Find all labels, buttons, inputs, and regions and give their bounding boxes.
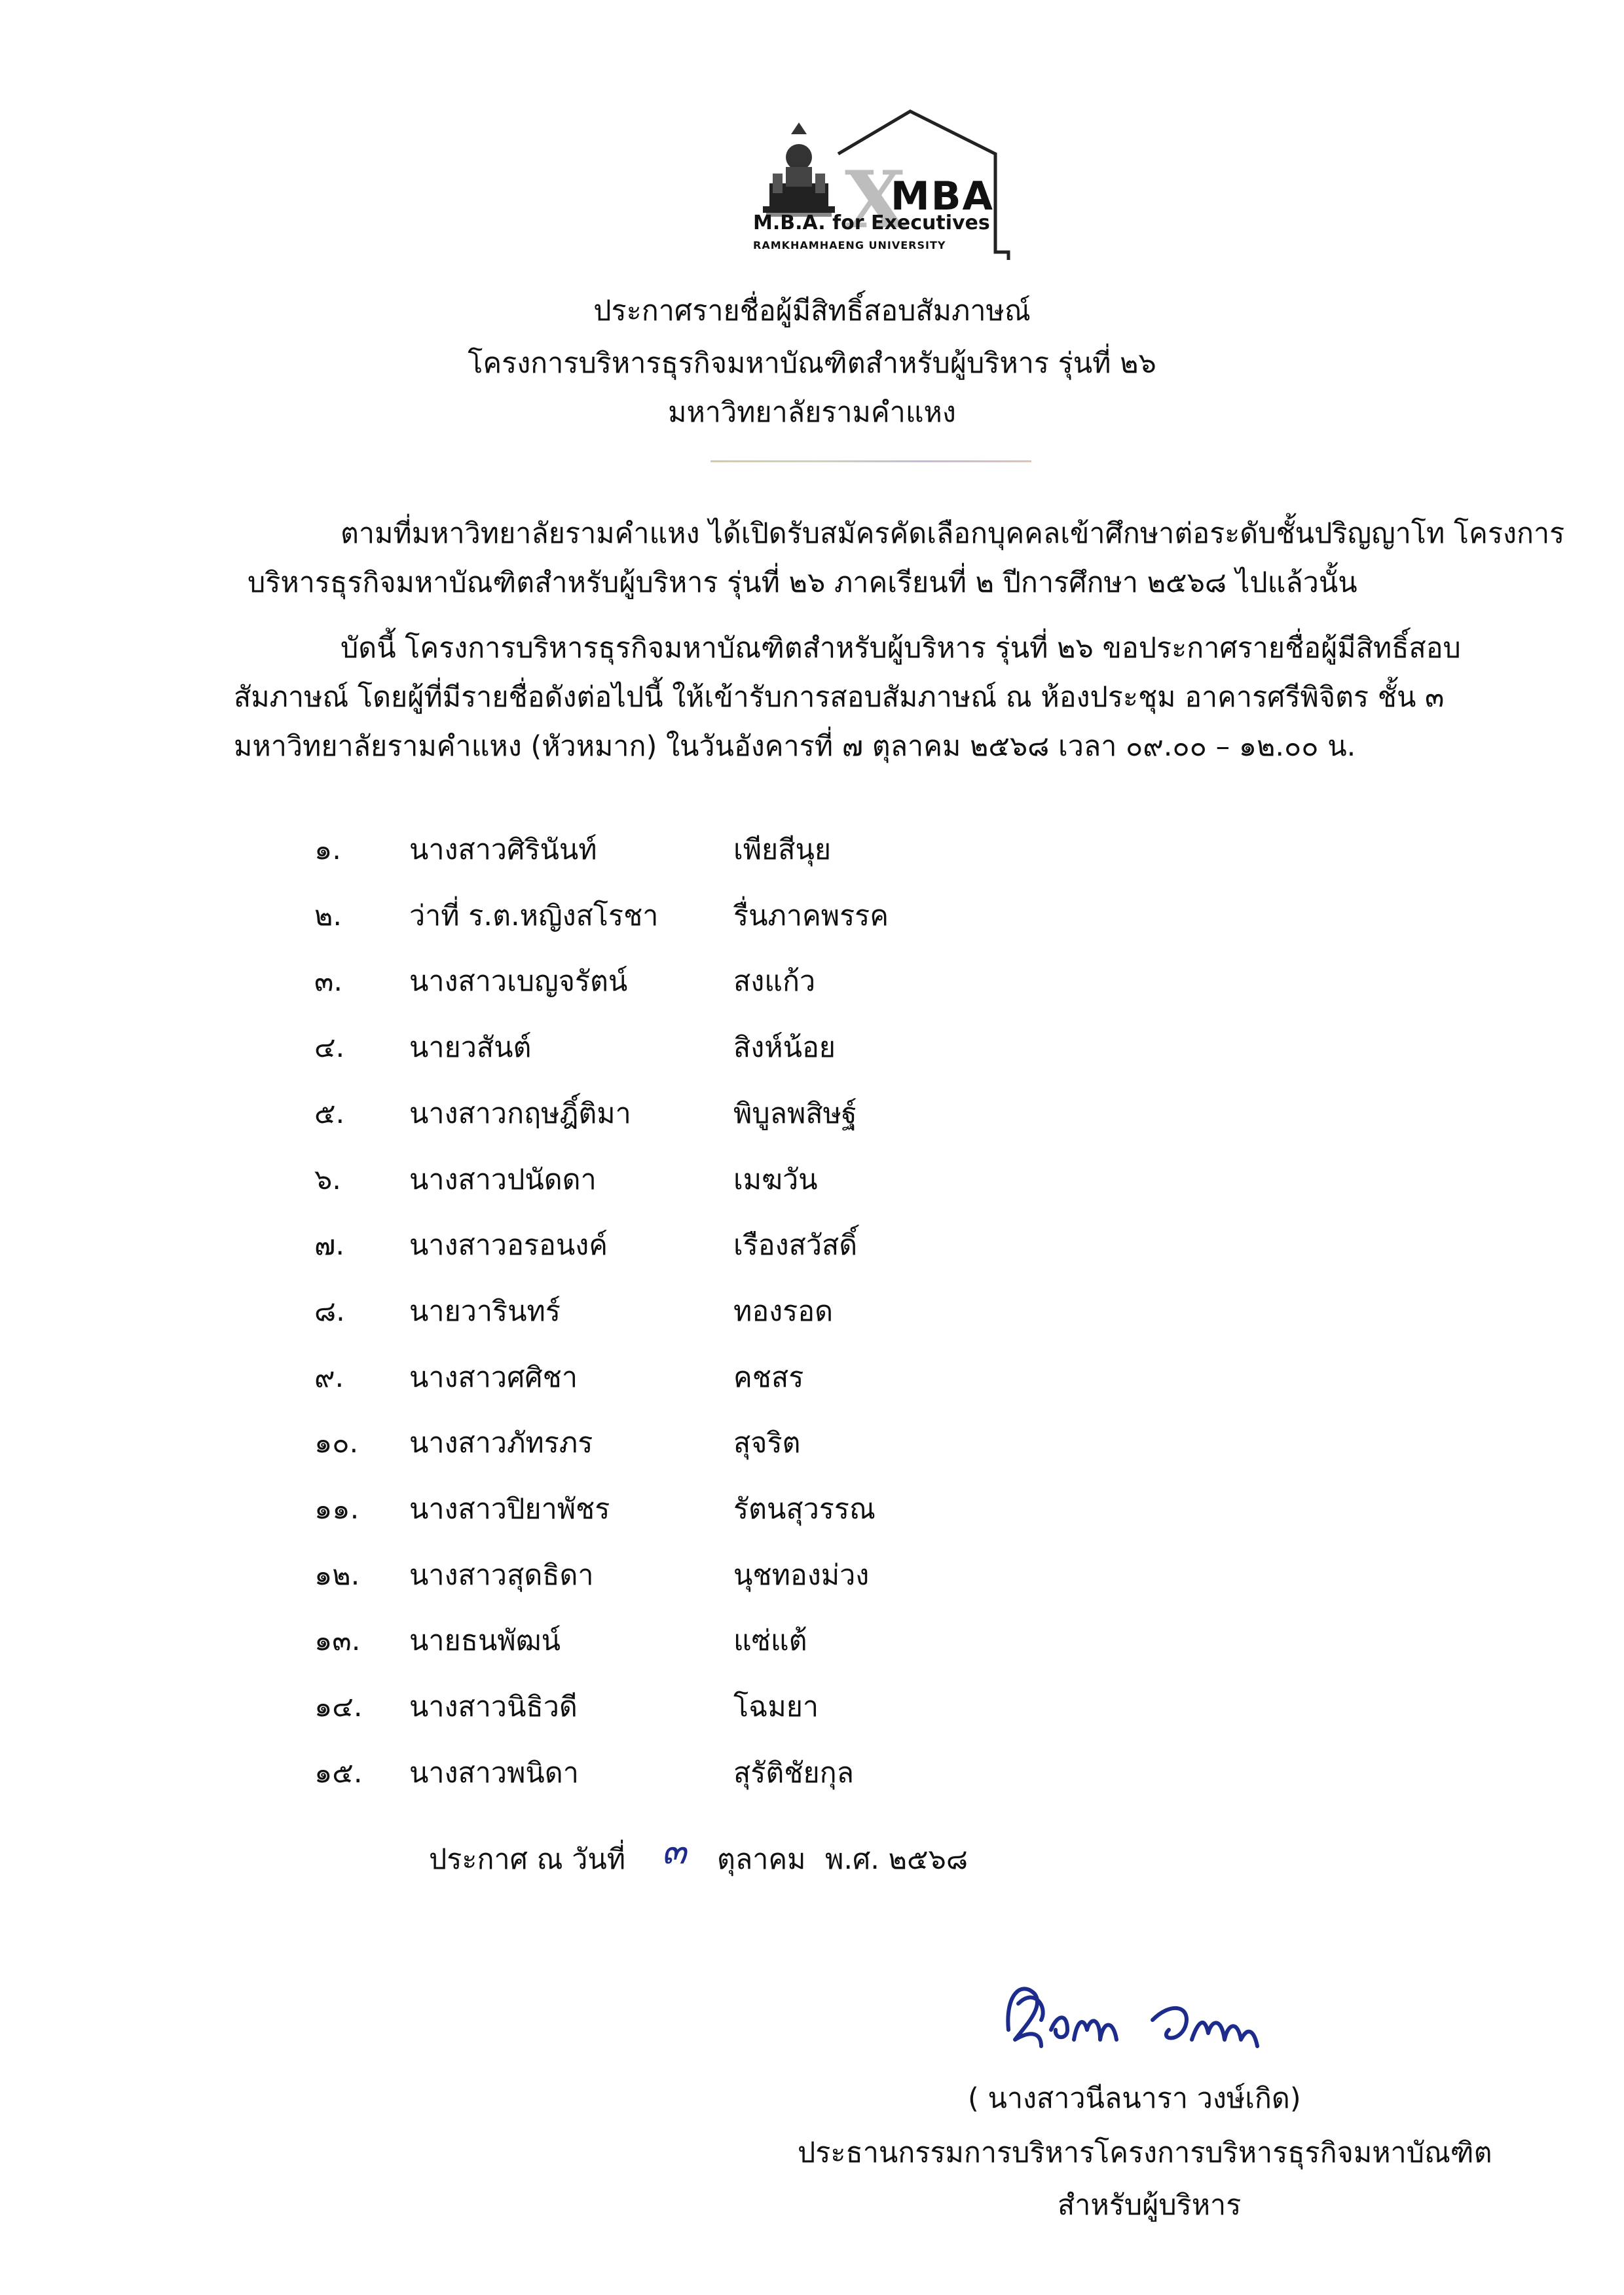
candidate-last-name: นุชทองม่วง	[733, 1558, 870, 1592]
heading-line-1: ประกาศรายชื่อผู้มีสิทธิ์สอบสัมภาษณ์	[593, 295, 1031, 327]
candidate-first-name: นางสาวภัทรภร	[409, 1427, 593, 1460]
candidate-last-name: เมฆวัน	[733, 1163, 818, 1196]
logo-mba-text: MBA	[891, 174, 994, 219]
announcement-year: พ.ศ. ๒๕๖๘	[825, 1843, 969, 1876]
list-item	[0, 1684, 1624, 1730]
candidate-number: ๓.	[314, 965, 343, 999]
candidate-number: ๖.	[314, 1163, 341, 1196]
paragraph-2-line-1: บัดนี้ โครงการบริหารธุรกิจมหาบัณฑิตสำหรับผู้บริหาร รุ่นที่ ๒๖ ขอประกาศรายชื่อผู้มีสิทธิ์สอบ	[341, 632, 1461, 665]
candidate-first-name: นางสาวพนิดา	[409, 1756, 579, 1790]
candidate-number: ๗.	[314, 1229, 345, 1262]
signatory-title-line-1: ประธานกรรมการบริหารโครงการบริหารธุรกิจมหาบัณฑิต	[798, 2137, 1492, 2169]
candidate-number: ๕.	[314, 1097, 345, 1130]
paragraph-1-line-2: บริหารธุรกิจมหาบัณฑิตสำหรับผู้บริหาร รุ่นที่ ๒๖ ภาคเรียนที่ ๒ ปีการศึกษา ๒๕๖๘ ไปแล้วนั้น	[248, 566, 1357, 599]
announcement-prefix: ประกาศ ณ วันที่	[429, 1843, 626, 1876]
candidate-last-name: สิงห์น้อย	[733, 1031, 836, 1065]
candidate-number: ๑๓.	[314, 1625, 361, 1658]
candidate-number: ๘.	[314, 1294, 345, 1328]
list-item	[0, 893, 1624, 939]
signatory-title-line-2: สำหรับผู้บริหาร	[1058, 2189, 1242, 2222]
candidate-first-name: นางสาวเบญจรัตน์	[409, 965, 628, 999]
list-item	[0, 1552, 1624, 1598]
list-item	[0, 1222, 1624, 1268]
logo-x-mark: X	[845, 154, 906, 246]
signatory-name: ( นางสาวนีลนารา วงษ์เกิด)	[968, 2082, 1301, 2115]
list-item	[0, 827, 1624, 873]
announcement-day: ๓	[661, 1830, 687, 1873]
candidate-last-name: สุรัติชัยกุล	[733, 1756, 855, 1790]
candidate-first-name: นายธนพัฒน์	[409, 1625, 561, 1658]
candidate-last-name: คชสร	[733, 1361, 804, 1394]
candidate-first-name: นางสาวศศิชา	[409, 1361, 578, 1394]
candidate-first-name: ว่าที่ ร.ต.หญิงสโรชา	[409, 899, 659, 932]
candidate-last-name: ทองรอด	[733, 1294, 834, 1328]
list-item	[0, 959, 1624, 1004]
candidate-number: ๑๔.	[314, 1691, 363, 1724]
list-item	[0, 1750, 1624, 1796]
university-emblem-icon	[753, 121, 845, 219]
heading-line-3: มหาวิทยาลัยรามคำแหง	[668, 396, 956, 429]
heading-line-2: โครงการบริหารธุรกิจมหาบัณฑิตสำหรับผู้บริหาร รุ่นที่ ๒๖	[468, 347, 1156, 380]
list-item	[0, 1420, 1624, 1466]
candidate-first-name: นางสาวสุดธิดา	[409, 1558, 594, 1592]
heading-divider	[710, 460, 1031, 462]
candidate-number: ๑.	[314, 834, 341, 866]
candidate-last-name: สุจริต	[733, 1427, 801, 1460]
paragraph-2-line-3: มหาวิทยาลัยรามคำแหง (หัวหมาก) ในวันอังคารที่ ๗ ตุลาคม ๒๕๖๘ เวลา ๐๙.๐๐ – ๑๒.๐๐ น.	[234, 730, 1356, 763]
candidate-number: ๑๒.	[314, 1558, 360, 1592]
candidate-number: ๑๕.	[314, 1756, 363, 1790]
list-item	[0, 1157, 1624, 1203]
list-item	[0, 1025, 1624, 1071]
candidate-number: ๑๐.	[314, 1427, 359, 1460]
candidate-number: ๔.	[314, 1031, 345, 1065]
candidate-first-name: นางสาวนิธิวดี	[409, 1691, 578, 1724]
candidate-number: ๙.	[314, 1361, 344, 1394]
candidate-first-name: นางสาวปิยาพัชร	[409, 1493, 610, 1526]
candidate-last-name: เรืองสวัสดิ์	[733, 1229, 858, 1262]
candidate-last-name: สงแก้ว	[733, 965, 816, 999]
logo-tagline: M.B.A. for Executives	[753, 211, 990, 234]
announcement-month: ตุลาคม	[717, 1843, 806, 1876]
candidate-last-name: รื่นภาคพรรค	[733, 899, 889, 932]
list-item	[0, 1618, 1624, 1664]
paragraph-2-line-2: สัมภาษณ์ โดยผู้ที่มีรายชื่อดังต่อไปนี้ ให้เข้ารับการสอบสัมภาษณ์ ณ ห้องประชุม อาคารศรีพิจิตร ชั้น ๓	[234, 681, 1445, 714]
paragraph-1-line-1: ตามที่มหาวิทยาลัยรามคำแหง ได้เปิดรับสมัครคัดเลือกบุคคลเข้าศึกษาต่อระดับชั้นปริญญาโท โครงการ	[341, 517, 1565, 550]
candidate-first-name: นางสาวอรอนงค์	[409, 1229, 608, 1262]
signature-icon	[995, 1968, 1297, 2066]
candidate-first-name: นางสาวศิรินันท์	[409, 834, 597, 866]
list-item	[0, 1091, 1624, 1137]
candidate-last-name: โฉมยา	[733, 1691, 819, 1724]
candidate-first-name: นางสาวกฤษฎิ์ติมา	[409, 1097, 631, 1130]
logo-university: RAMKHAMHAENG UNIVERSITY	[753, 239, 946, 251]
candidate-last-name: แซ่แต้	[733, 1625, 807, 1658]
candidate-last-name: เพียสีนุย	[733, 834, 832, 866]
program-logo	[753, 108, 1015, 268]
list-item	[0, 1289, 1624, 1334]
candidate-number: ๑๑.	[314, 1493, 360, 1526]
candidate-first-name: นางสาวปนัดดา	[409, 1163, 597, 1196]
list-item	[0, 1486, 1624, 1532]
candidate-last-name: รัตนสุวรรณ	[733, 1493, 876, 1526]
list-item	[0, 1355, 1624, 1401]
candidate-first-name: นายวารินทร์	[409, 1294, 561, 1328]
candidate-number: ๒.	[314, 899, 342, 932]
candidate-last-name: พิบูลพสิษฐ์	[733, 1097, 857, 1130]
candidate-first-name: นายวสันต์	[409, 1031, 532, 1065]
